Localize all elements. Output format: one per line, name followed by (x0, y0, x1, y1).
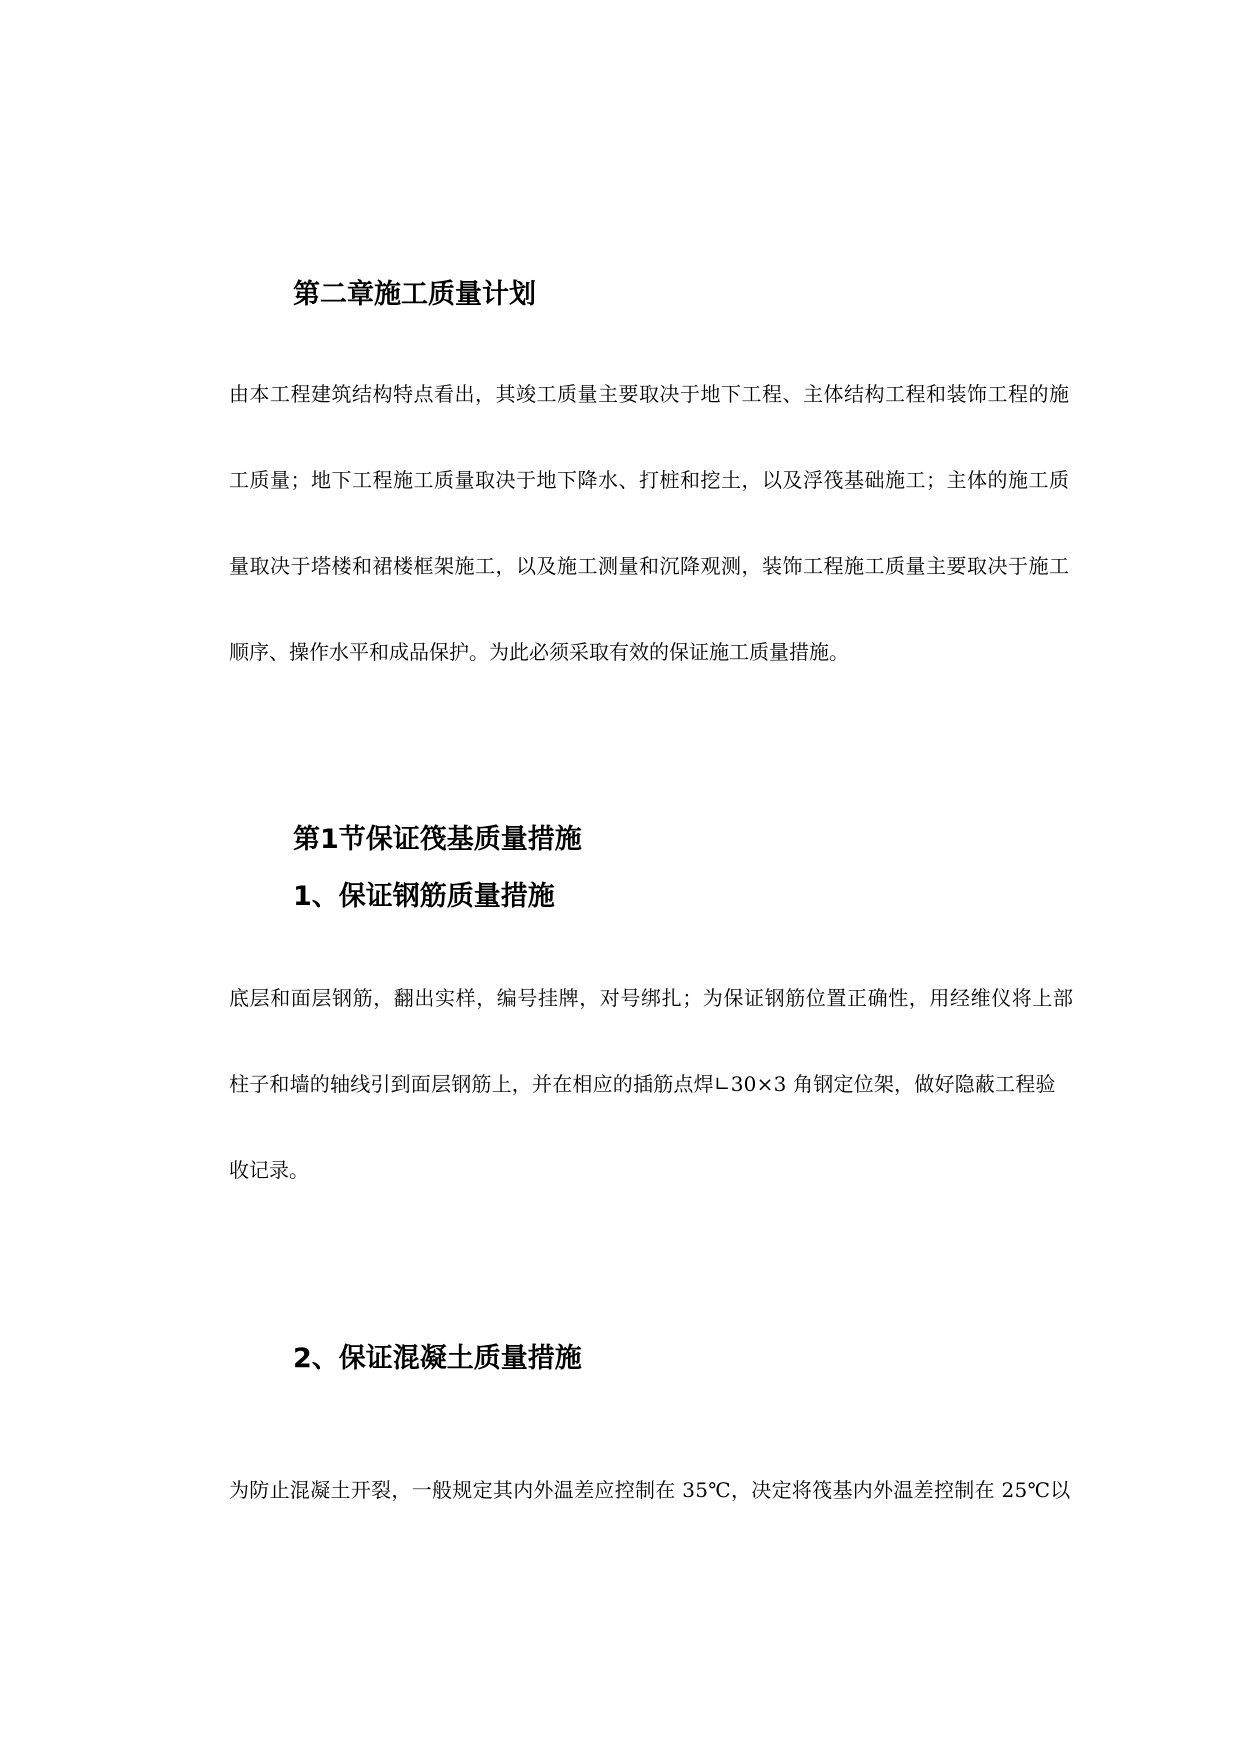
subsection-title-rebar: 1、保证钢筋质量措施 (293, 881, 555, 912)
intro-paragraph-line: 由本工程建筑结构特点看出，其竣工质量主要取决于地下工程、主体结构工程和装饰工程的施 (229, 382, 1070, 406)
rebar-paragraph-line: 收记录。 (229, 1158, 309, 1182)
intro-paragraph-line: 工质量；地下工程施工质量取决于地下降水、打桩和挖土，以及浮筏基础施工；主体的施工质 (229, 468, 1070, 492)
concrete-paragraph-line: 为防止混凝土开裂，一般规定其内外温差应控制在 35℃，决定将筏基内外温差控制在 25℃以 (229, 1478, 1071, 1502)
rebar-paragraph-line: 底层和面层钢筋，翻出实样，编号挂牌，对号绑扎；为保证钢筋位置正确性，用经维仪将上部 (229, 986, 1074, 1010)
rebar-paragraph-line: 柱子和墙的轴线引到面层钢筋上，并在相应的插筋点焊∟30×3 角钢定位架，做好隐蔽工程验 (229, 1072, 1056, 1096)
subsection-title-concrete: 2、保证混凝土质量措施 (293, 1343, 582, 1374)
intro-paragraph-line: 量取决于塔楼和裙楼框架施工，以及施工测量和沉降观测，装饰工程施工质量主要取决于施工 (229, 554, 1070, 578)
section-title: 第1节保证筏基质量措施 (293, 824, 582, 855)
chapter-title: 第二章施工质量计划 (293, 279, 536, 310)
intro-paragraph-line: 顺序、操作水平和成品保护。为此必须采取有效的保证施工质量措施。 (229, 640, 849, 664)
